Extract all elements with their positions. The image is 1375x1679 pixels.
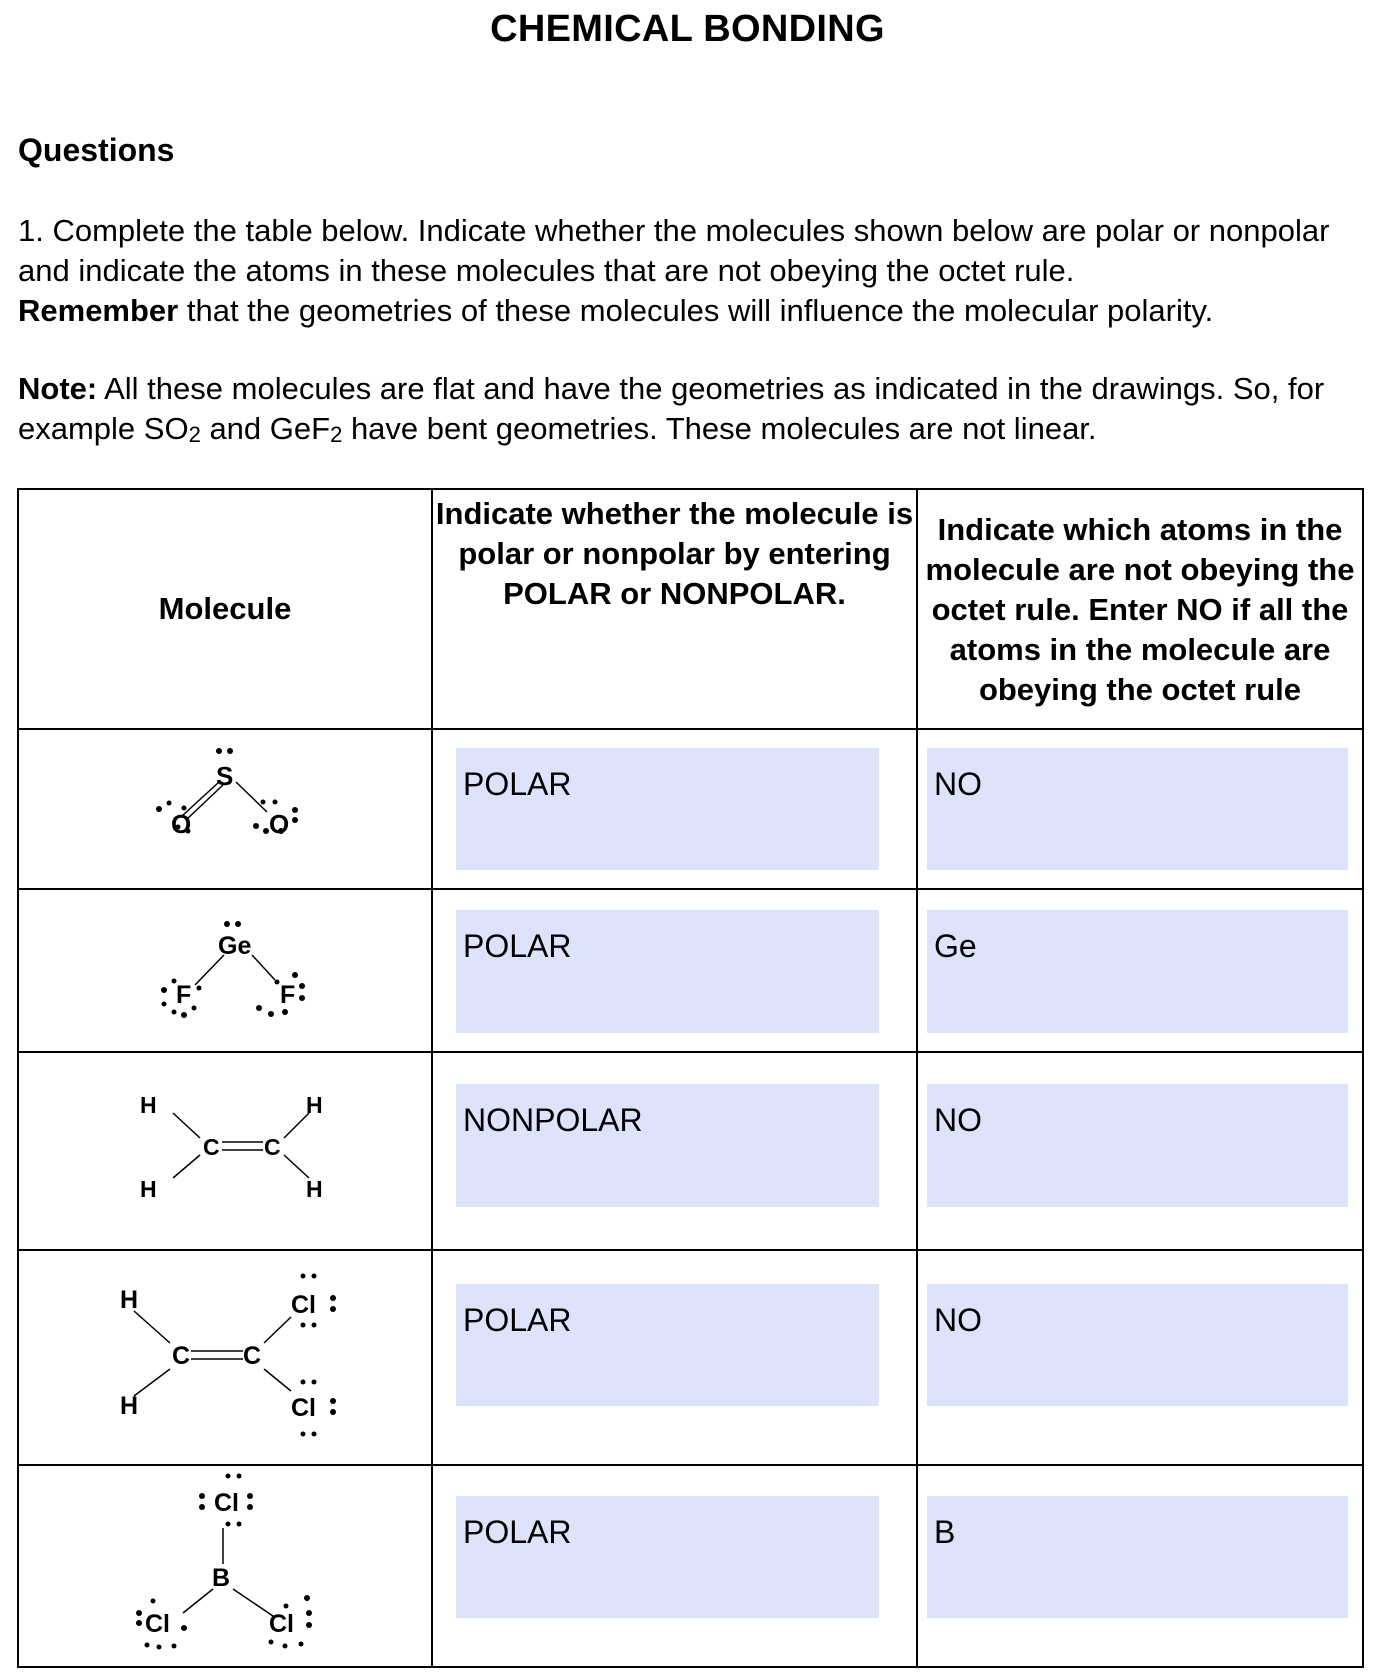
- table-header-row: [18, 489, 1363, 729]
- molecule-cell: [18, 1465, 432, 1667]
- questions-heading: Questions: [18, 132, 175, 168]
- molecule-cell: [18, 729, 432, 889]
- atom-label: H: [140, 1176, 157, 1202]
- table-row: [18, 1250, 1363, 1465]
- atom-label: C: [172, 1342, 191, 1370]
- note-part-c: have bent geometries. These molecules are not linear.: [342, 411, 1097, 446]
- atom-label: C: [264, 1134, 281, 1160]
- octet-cell: [917, 729, 1363, 889]
- so2-structure: [19, 730, 431, 888]
- header-polarity: Indicate whether the molecule is polar or nonpolar by entering POLAR or NONPOLAR.: [432, 489, 917, 729]
- atom-label: F: [280, 981, 296, 1009]
- atom-label: Cl: [145, 1610, 170, 1638]
- molecule-cell: [18, 1250, 432, 1465]
- atom-label: C: [203, 1134, 220, 1160]
- octet-cell: [917, 1052, 1363, 1250]
- page-title: CHEMICAL BONDING: [490, 8, 885, 50]
- polarity-cell: [432, 1250, 917, 1465]
- atom-label: H: [140, 1092, 157, 1118]
- atom-label: S: [216, 761, 234, 791]
- octet-answer-field[interactable]: NO: [927, 748, 1348, 870]
- polarity-answer-field[interactable]: POLAR: [456, 910, 879, 1033]
- remember-text: that the geometries of these molecules will influence the molecular polarity.: [178, 293, 1214, 328]
- atom-label: Ge: [218, 932, 252, 960]
- note-part-b: and GeF: [200, 411, 331, 446]
- header-octet: Indicate which atoms in the molecule are not obeying the octet rule. Enter NO if all the atoms in the molecule are obeying the octet rule: [917, 489, 1363, 729]
- polarity-cell: [432, 889, 917, 1052]
- molecules-table: [17, 488, 1364, 1668]
- octet-answer-field[interactable]: B: [927, 1496, 1348, 1618]
- polarity-answer-field[interactable]: POLAR: [456, 748, 879, 870]
- c2h2cl2-structure: [19, 1251, 431, 1464]
- molecule-cell: [18, 1052, 432, 1250]
- atom-label: H: [120, 1392, 139, 1420]
- atom-label: H: [306, 1092, 323, 1118]
- atom-label: H: [306, 1176, 323, 1202]
- bcl3-structure: [19, 1466, 431, 1666]
- note-part-a: All these molecules are flat and have the geometries as indicated in the drawings. So, for example SO: [18, 371, 1325, 446]
- polarity-answer-field[interactable]: NONPOLAR: [456, 1084, 879, 1207]
- c2h4-structure: [19, 1053, 431, 1249]
- atom-label: C: [243, 1342, 262, 1370]
- question-1-line: 1. Complete the table below. Indicate whether the molecules shown below are polar or nonpolar and indicate the atoms in these molecules that are not obeying the octet rule.: [18, 213, 1330, 288]
- table-row: [18, 729, 1363, 889]
- octet-answer-field[interactable]: Ge: [927, 910, 1348, 1033]
- note-label: Note:: [18, 371, 98, 406]
- polarity-answer-field[interactable]: POLAR: [456, 1284, 879, 1406]
- table-row: [18, 889, 1363, 1052]
- atom-label: Cl: [291, 1394, 316, 1422]
- remember-label: Remember: [18, 293, 179, 328]
- header-molecule: Molecule: [18, 489, 432, 729]
- polarity-cell: [432, 729, 917, 889]
- note-sub-2: 2: [330, 422, 343, 447]
- table-row: [18, 1052, 1363, 1250]
- gef2-structure: [19, 890, 431, 1051]
- table-row: [18, 1465, 1363, 1667]
- note-sub-1: 2: [188, 422, 201, 447]
- polarity-answer-field[interactable]: POLAR: [456, 1496, 879, 1618]
- atom-label: Cl: [214, 1489, 239, 1517]
- polarity-cell: [432, 1465, 917, 1667]
- octet-cell: [917, 889, 1363, 1052]
- octet-answer-field[interactable]: NO: [927, 1084, 1348, 1207]
- atom-label: B: [212, 1564, 231, 1592]
- question-1-text: [18, 211, 1363, 331]
- atom-label: O: [269, 809, 290, 839]
- atom-label: Cl: [269, 1610, 294, 1638]
- atom-label: Cl: [291, 1291, 316, 1319]
- atom-label: O: [171, 809, 192, 839]
- polarity-cell: [432, 1052, 917, 1250]
- molecule-cell: [18, 889, 432, 1052]
- octet-cell: [917, 1465, 1363, 1667]
- note-text: [18, 369, 1363, 449]
- octet-answer-field[interactable]: NO: [927, 1284, 1348, 1406]
- atom-label: H: [120, 1286, 139, 1314]
- atom-label: F: [176, 981, 192, 1009]
- octet-cell: [917, 1250, 1363, 1465]
